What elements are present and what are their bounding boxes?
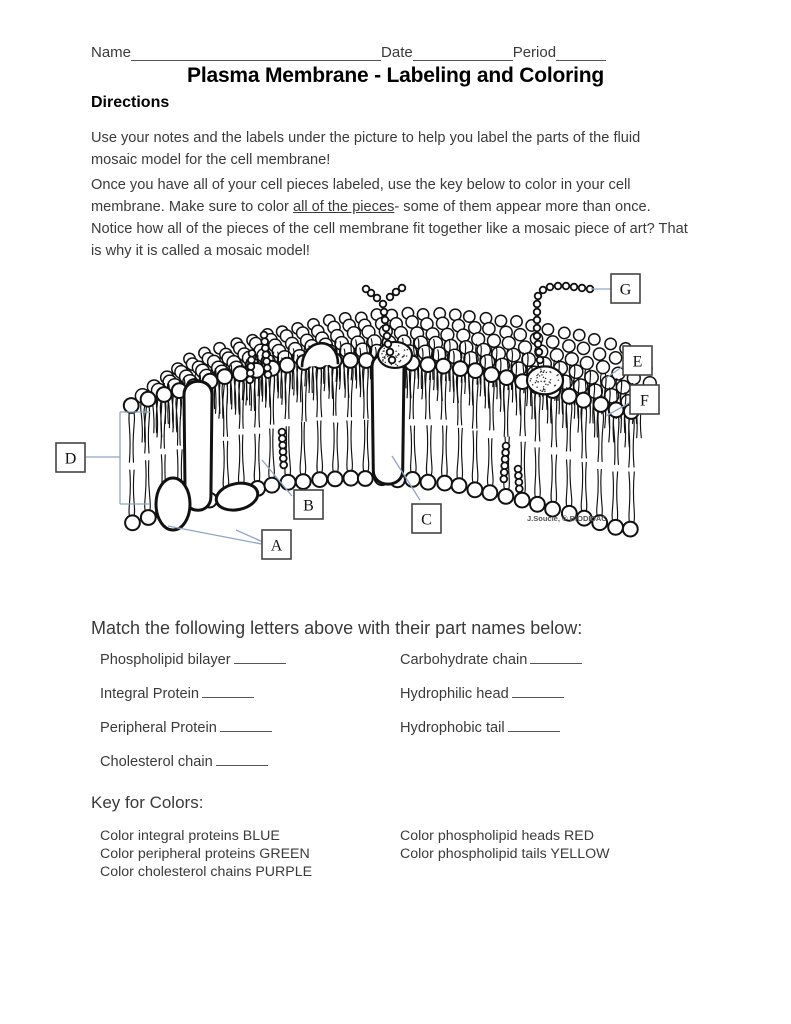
match-item bbox=[400, 719, 582, 753]
directions-emphasis: all of the pieces bbox=[292, 199, 395, 215]
callout-letter-d: D bbox=[64, 450, 77, 468]
directions-paragraph-2 bbox=[91, 174, 689, 262]
match-item-blank[interactable] bbox=[220, 719, 272, 732]
callout-letter-e: E bbox=[632, 353, 643, 371]
color-key-item bbox=[100, 845, 312, 863]
match-column-left bbox=[100, 651, 286, 787]
student-header-line bbox=[91, 44, 697, 61]
period-blank[interactable] bbox=[556, 47, 606, 61]
match-item-label: Peripheral Protein bbox=[100, 720, 217, 736]
match-column-right bbox=[400, 651, 582, 753]
color-key-heading: Key for Colors: bbox=[91, 793, 204, 812]
color-key-column-right bbox=[400, 827, 610, 863]
callout-letter-c: C bbox=[421, 511, 432, 529]
match-item-blank[interactable] bbox=[512, 685, 564, 698]
color-key-item bbox=[100, 827, 312, 845]
match-item-blank[interactable] bbox=[508, 719, 560, 732]
match-item-label: Hydrophilic head bbox=[400, 686, 509, 702]
fluid-mosaic-illustration bbox=[124, 283, 656, 537]
callout-box-a bbox=[262, 530, 291, 559]
color-key-item bbox=[400, 827, 610, 845]
page-title: Plasma Membrane - Labeling and Coloring bbox=[187, 64, 604, 87]
callout-box-b bbox=[294, 490, 323, 519]
color-key-item-label: Color cholesterol chains PURPLE bbox=[100, 864, 313, 880]
date-label: Date bbox=[381, 44, 413, 61]
match-item-label: Phospholipid bilayer bbox=[100, 652, 231, 668]
color-key-item-label: Color phospholipid heads RED bbox=[400, 828, 595, 844]
color-key-item bbox=[100, 863, 312, 881]
match-item-label: Hydrophobic tail bbox=[400, 720, 505, 736]
color-key-item-label: Color phospholipid tails YELLOW bbox=[400, 846, 610, 862]
callout-letter-g: G bbox=[619, 281, 632, 299]
directions-paragraph-1: Use your notes and the labels under the picture to help you label the parts of the fluid mosaic model for the cell membrane! bbox=[91, 130, 641, 168]
match-item-label: Integral Protein bbox=[100, 686, 199, 702]
color-key-item-label: Color peripheral proteins GREEN bbox=[100, 846, 310, 862]
leader-line bbox=[168, 526, 272, 546]
match-item bbox=[100, 719, 286, 753]
directions-paragraph-2-part-2: - some of them appear more than once. Notice how all of the pieces of the cell membrane fit together like a mosaic piece of art? That is why it is called a mosaic model! bbox=[91, 199, 688, 259]
period-label: Period bbox=[512, 44, 557, 61]
match-item bbox=[400, 685, 582, 719]
callout-box-c bbox=[412, 504, 441, 533]
match-item bbox=[400, 651, 582, 685]
match-item-blank[interactable] bbox=[216, 753, 268, 766]
match-item-label: Carbohydrate chain bbox=[400, 652, 528, 668]
match-item bbox=[100, 651, 286, 685]
match-item-label: Cholesterol chain bbox=[100, 754, 213, 770]
directions-paragraph-2-part-1: Once you have all of your cell pieces labeled, use the key below to color in your cell membrane. Make sure to color bbox=[91, 177, 631, 215]
name-blank[interactable] bbox=[131, 47, 381, 61]
color-key-column-left bbox=[100, 827, 312, 881]
match-item-blank[interactable] bbox=[202, 685, 254, 698]
date-blank[interactable] bbox=[413, 47, 513, 61]
match-heading: Match the following letters above with their part names below: bbox=[91, 618, 583, 638]
match-item bbox=[100, 753, 286, 787]
match-item bbox=[100, 685, 286, 719]
directions-heading: Directions bbox=[91, 94, 170, 111]
callout-box-f bbox=[630, 385, 659, 414]
callout-box-e bbox=[623, 346, 652, 375]
match-item-blank[interactable] bbox=[234, 651, 286, 664]
callout-box-d bbox=[56, 443, 85, 472]
diagram-credit: J.Soucie, © BIODIDAC bbox=[527, 514, 607, 523]
callout-letter-b: B bbox=[303, 497, 314, 515]
color-key-item bbox=[400, 845, 610, 863]
callout-box-g bbox=[611, 274, 640, 303]
callout-letter-f: F bbox=[640, 392, 649, 410]
match-item-blank[interactable] bbox=[530, 651, 582, 664]
plasma-membrane-diagram bbox=[40, 268, 710, 568]
callout-letter-a: A bbox=[270, 537, 283, 555]
name-label: Name bbox=[91, 44, 132, 61]
color-key-item-label: Color integral proteins BLUE bbox=[100, 828, 280, 844]
